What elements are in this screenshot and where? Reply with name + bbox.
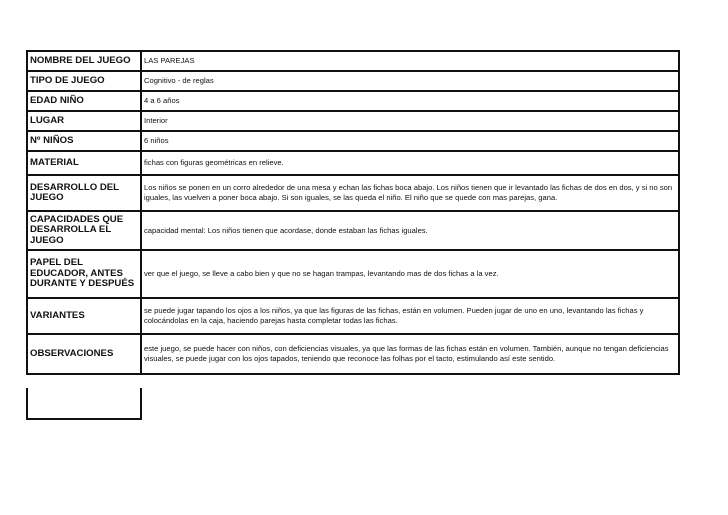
- table-row: [27, 151, 679, 175]
- table-row: [27, 175, 679, 211]
- row-label: NOMBRE DEL JUEGO: [27, 51, 141, 71]
- game-sheet: [26, 50, 680, 424]
- row-value: 6 niños: [141, 131, 679, 151]
- row-value: este juego, se puede hacer con niños, con deficiencias visuales, ya que las formas de las fichas están en volumen. También, aunque no tengan deficiencias visuales, se puede jugar con los ojos tapados, teniendo que reconoce las folhas por el tacto, estimulando así este sentido.: [141, 334, 679, 374]
- table-row: [27, 131, 679, 151]
- row-label: OBSERVACIONES: [27, 334, 141, 374]
- row-value: capacidad mental: Los niños tienen que acordase, donde estaban las fichas iguales.: [141, 211, 679, 250]
- row-value: Interior: [141, 111, 679, 131]
- row-label: MATERIAL: [27, 151, 141, 175]
- table-row: [27, 51, 679, 71]
- table-row: [27, 211, 679, 250]
- row-label: Nº NIÑOS: [27, 131, 141, 151]
- row-value: Cognitivo - de reglas: [141, 71, 679, 91]
- row-value: fichas con figuras geométricas en relieve.: [141, 151, 679, 175]
- table-row: [27, 71, 679, 91]
- row-label: LUGAR: [27, 111, 141, 131]
- row-label: DESARROLLO DEL JUEGO: [27, 175, 141, 211]
- row-label: CAPACIDADES QUE DESARROLLA EL JUEGO: [27, 211, 141, 250]
- empty-cell: [26, 388, 142, 420]
- row-value: se puede jugar tapando los ojos a los niños, ya que las figuras de las fichas, están en volumen. Pueden jugar de uno en uno, levantando las fichas y colocándolas en la caja, haciendo parejas hasta completar todas las fichas.: [141, 298, 679, 334]
- row-value: ver que el juego, se lleve a cabo bien y que no se hagan trampas, levantando mas de dos fichas a la vez.: [141, 250, 679, 298]
- table-row: [27, 250, 679, 298]
- table-row: [27, 111, 679, 131]
- row-label: PAPEL DEL EDUCADOR, ANTES DURANTE Y DESPUÉS: [27, 250, 141, 298]
- row-value: 4 a 6 años: [141, 91, 679, 111]
- game-form-table: [26, 50, 680, 375]
- row-value: Los niños se ponen en un corro alrededor de una mesa y echan las fichas boca abajo. Los niños tienen que ir levantado las fichas de dos en dos, y si no son iguales, las vuelven a poner boca abajo. Si son iguales, se las queda el niño. El niño que se quede con mas parejas, gana.: [141, 175, 679, 211]
- table-row: [27, 298, 679, 334]
- table-row: [27, 334, 679, 374]
- row-value: LAS PAREJAS: [141, 51, 679, 71]
- row-label: EDAD NIÑO: [27, 91, 141, 111]
- row-label: TIPO DE JUEGO: [27, 71, 141, 91]
- table-row: [27, 91, 679, 111]
- row-label: VARIANTES: [27, 298, 141, 334]
